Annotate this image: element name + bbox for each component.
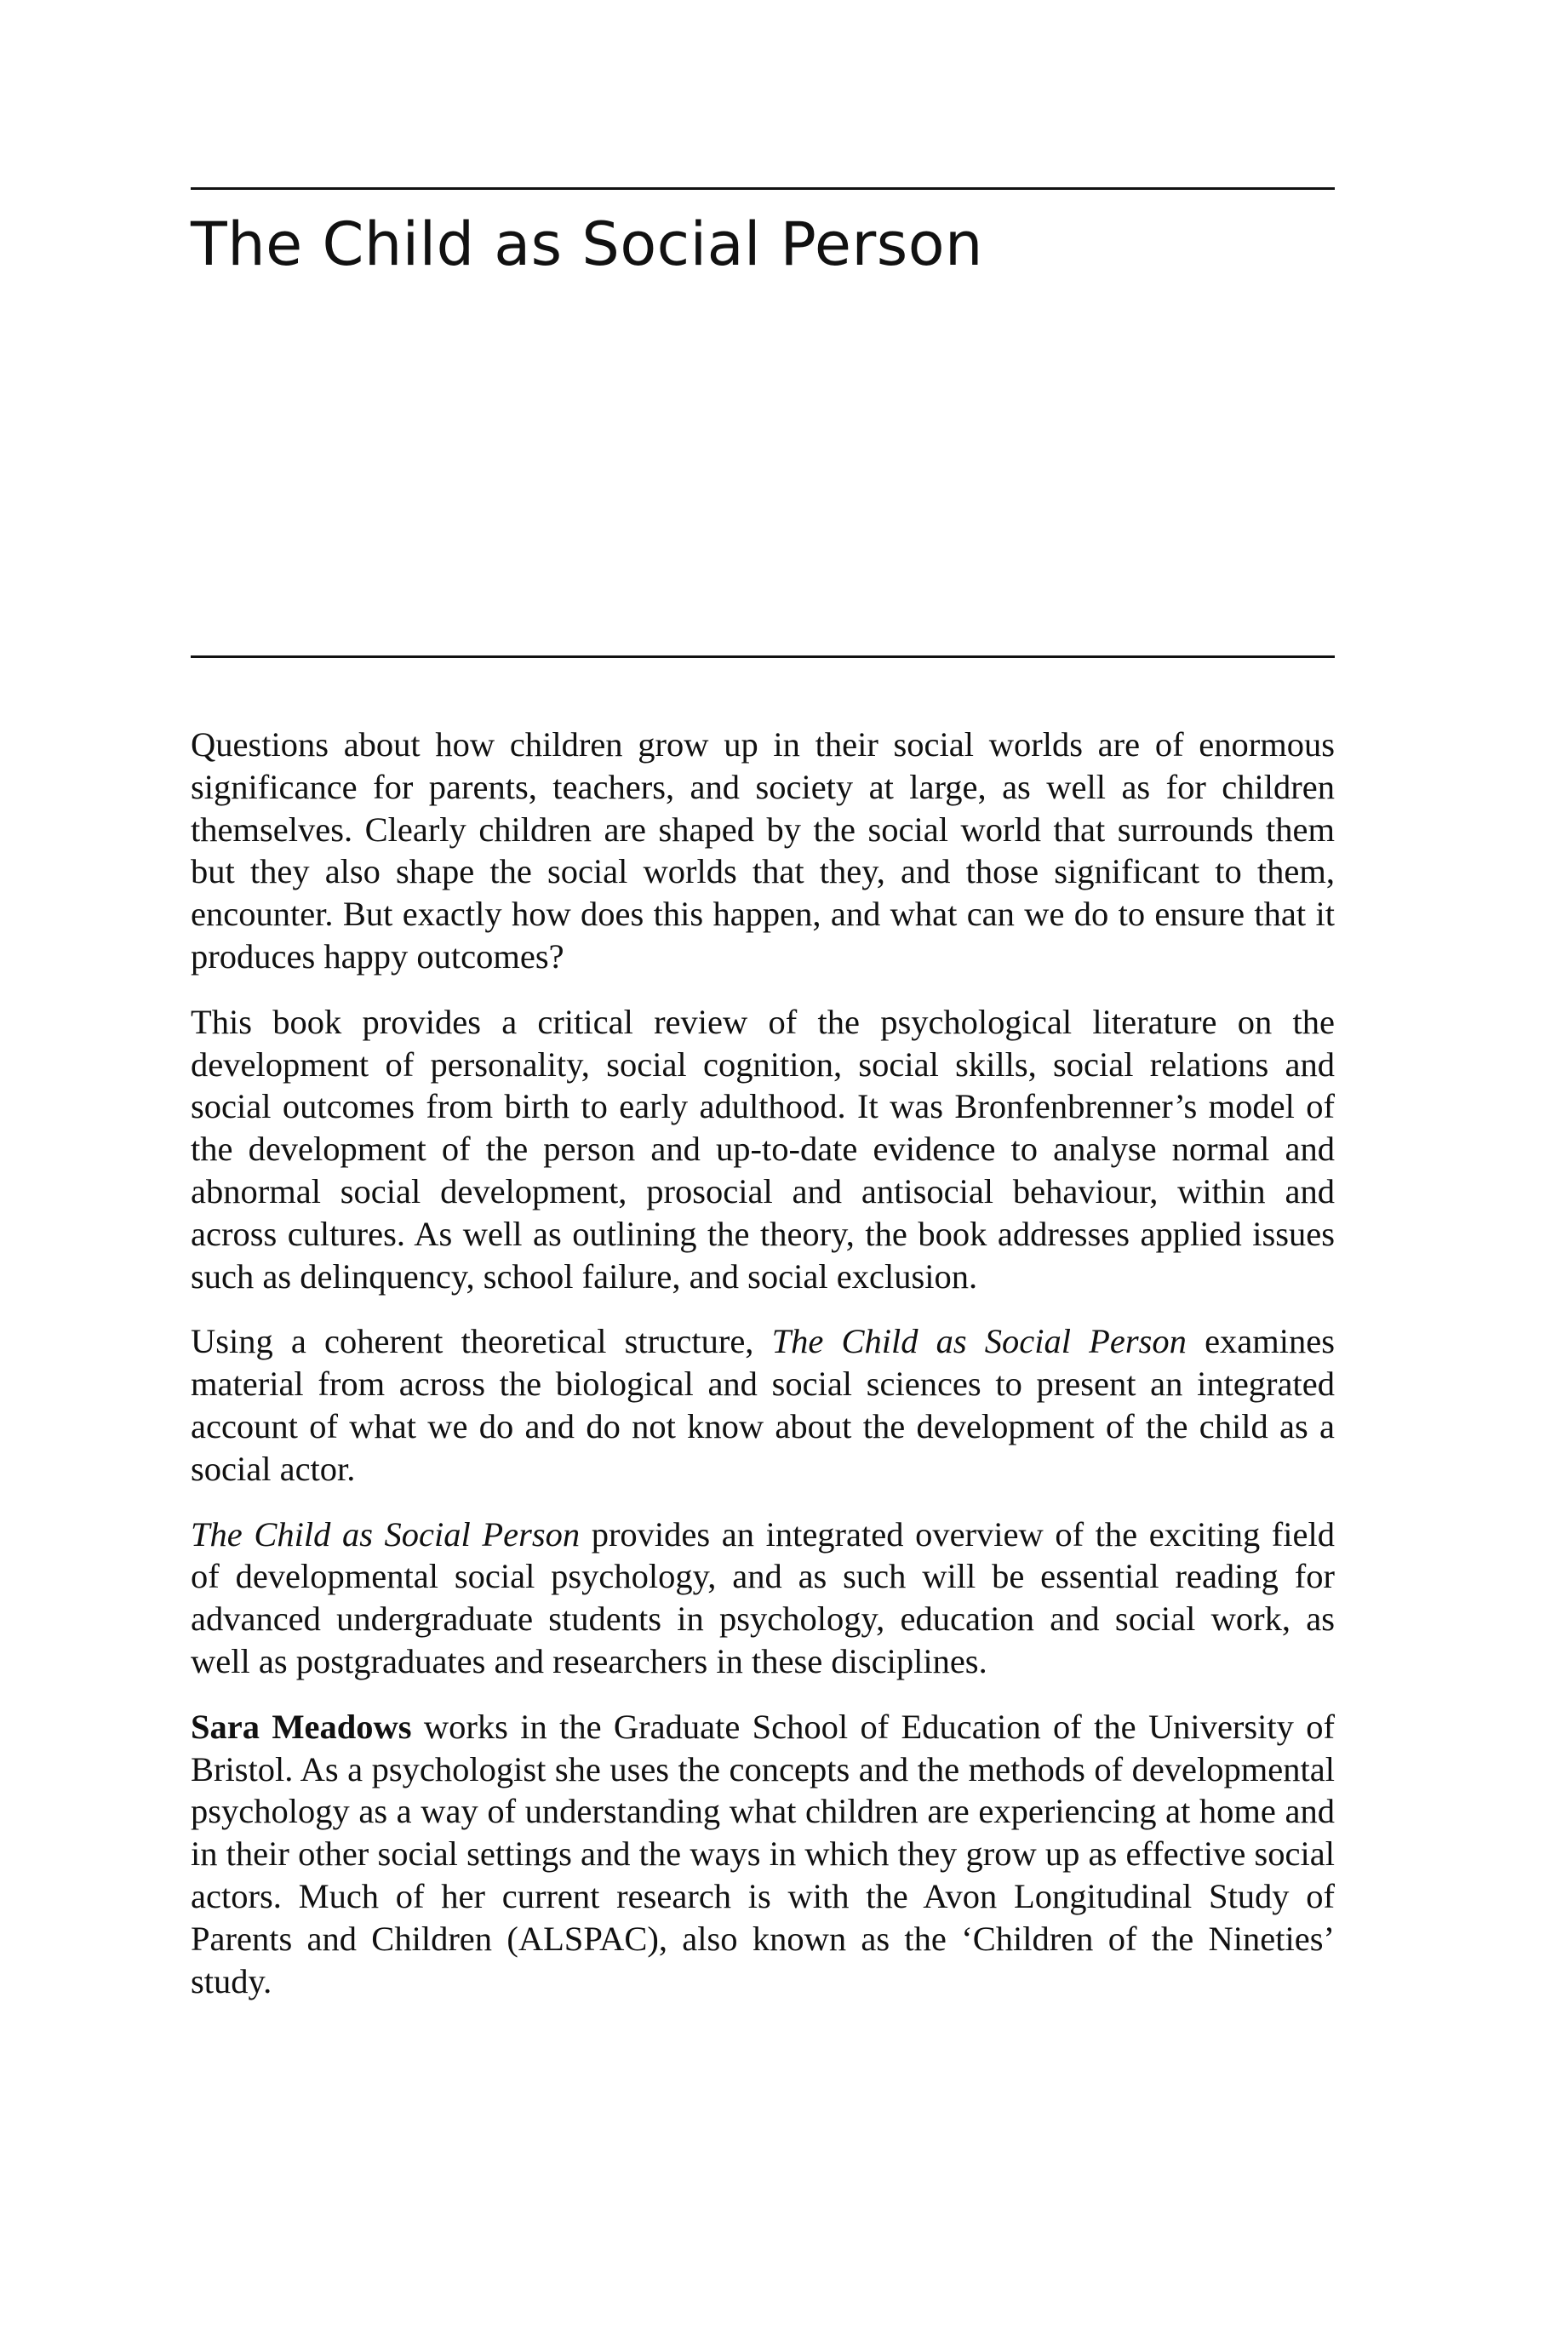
paragraph-text: provides an integrated overview of the exciting field of developmental social psychology, and as such will be essential reading for advanced undergraduate students in psychology, education and social work, as well as postgraduates and researchers in these disciplines. <box>191 1514 1336 1680</box>
paragraph-intro: Questions about how children grow up in their social worlds are of enormous significance for parents, teachers, and society at large, as well as for children themselves. Clearly children are shaped by the social world that surrounds them but they also shape the social worlds that they, and those significant to them, encounter. But exactly how does this happen, and what can we do to ensure that it produces happy outcomes? <box>191 725 1335 976</box>
title-rule-top <box>191 187 1335 190</box>
paragraph-text: works in the Graduate School of Education of the University of Bristol. As a psychologist she uses the concepts and the methods of developmental psychology as a way of understanding what children are experiencing at home and in their other social settings and the ways in which they grow up as effective social actors. Much of her current research is with the Avon Longitudinal Study of Parents and Children (ALSPAC), also known as the ‘Children of the Nineties’ study. <box>191 1707 1335 2000</box>
page-title: The Child as Social Person <box>191 209 983 279</box>
paragraph-text: examines material from across the biological and social sciences to present an integrated account of what we do and do not know about the development of the child as a social actor. <box>191 1322 1336 1488</box>
paragraph-book-overview: This book provides a critical review of the psychological literature on the development of personality, social cognition, social skills, social relations and social outcomes from birth to early adulthood. It was Bronfenbrenner’s model of the development of the person and up-to-date evidence to analyse normal and abnormal social development, prosocial and antisocial behaviour, within and across cultures. As well as outlining the theory, the book addresses applied issues such as delinquency, school failure, and social exclusion. <box>191 1002 1335 1296</box>
book-title-italic: The Child as Social Person <box>191 1514 581 1554</box>
paragraph-theoretical-structure <box>191 1320 1335 1490</box>
title-rule-bottom <box>191 655 1335 658</box>
paragraph-author-bio <box>191 1706 1335 2003</box>
blurb-text <box>191 724 1335 2025</box>
paragraph-audience <box>191 1514 1335 1683</box>
author-name: Sara Meadows <box>191 1707 412 1746</box>
paragraph-text: Using a coherent theoretical structure, <box>191 1322 772 1361</box>
book-title-italic: The Child as Social Person <box>771 1322 1187 1361</box>
